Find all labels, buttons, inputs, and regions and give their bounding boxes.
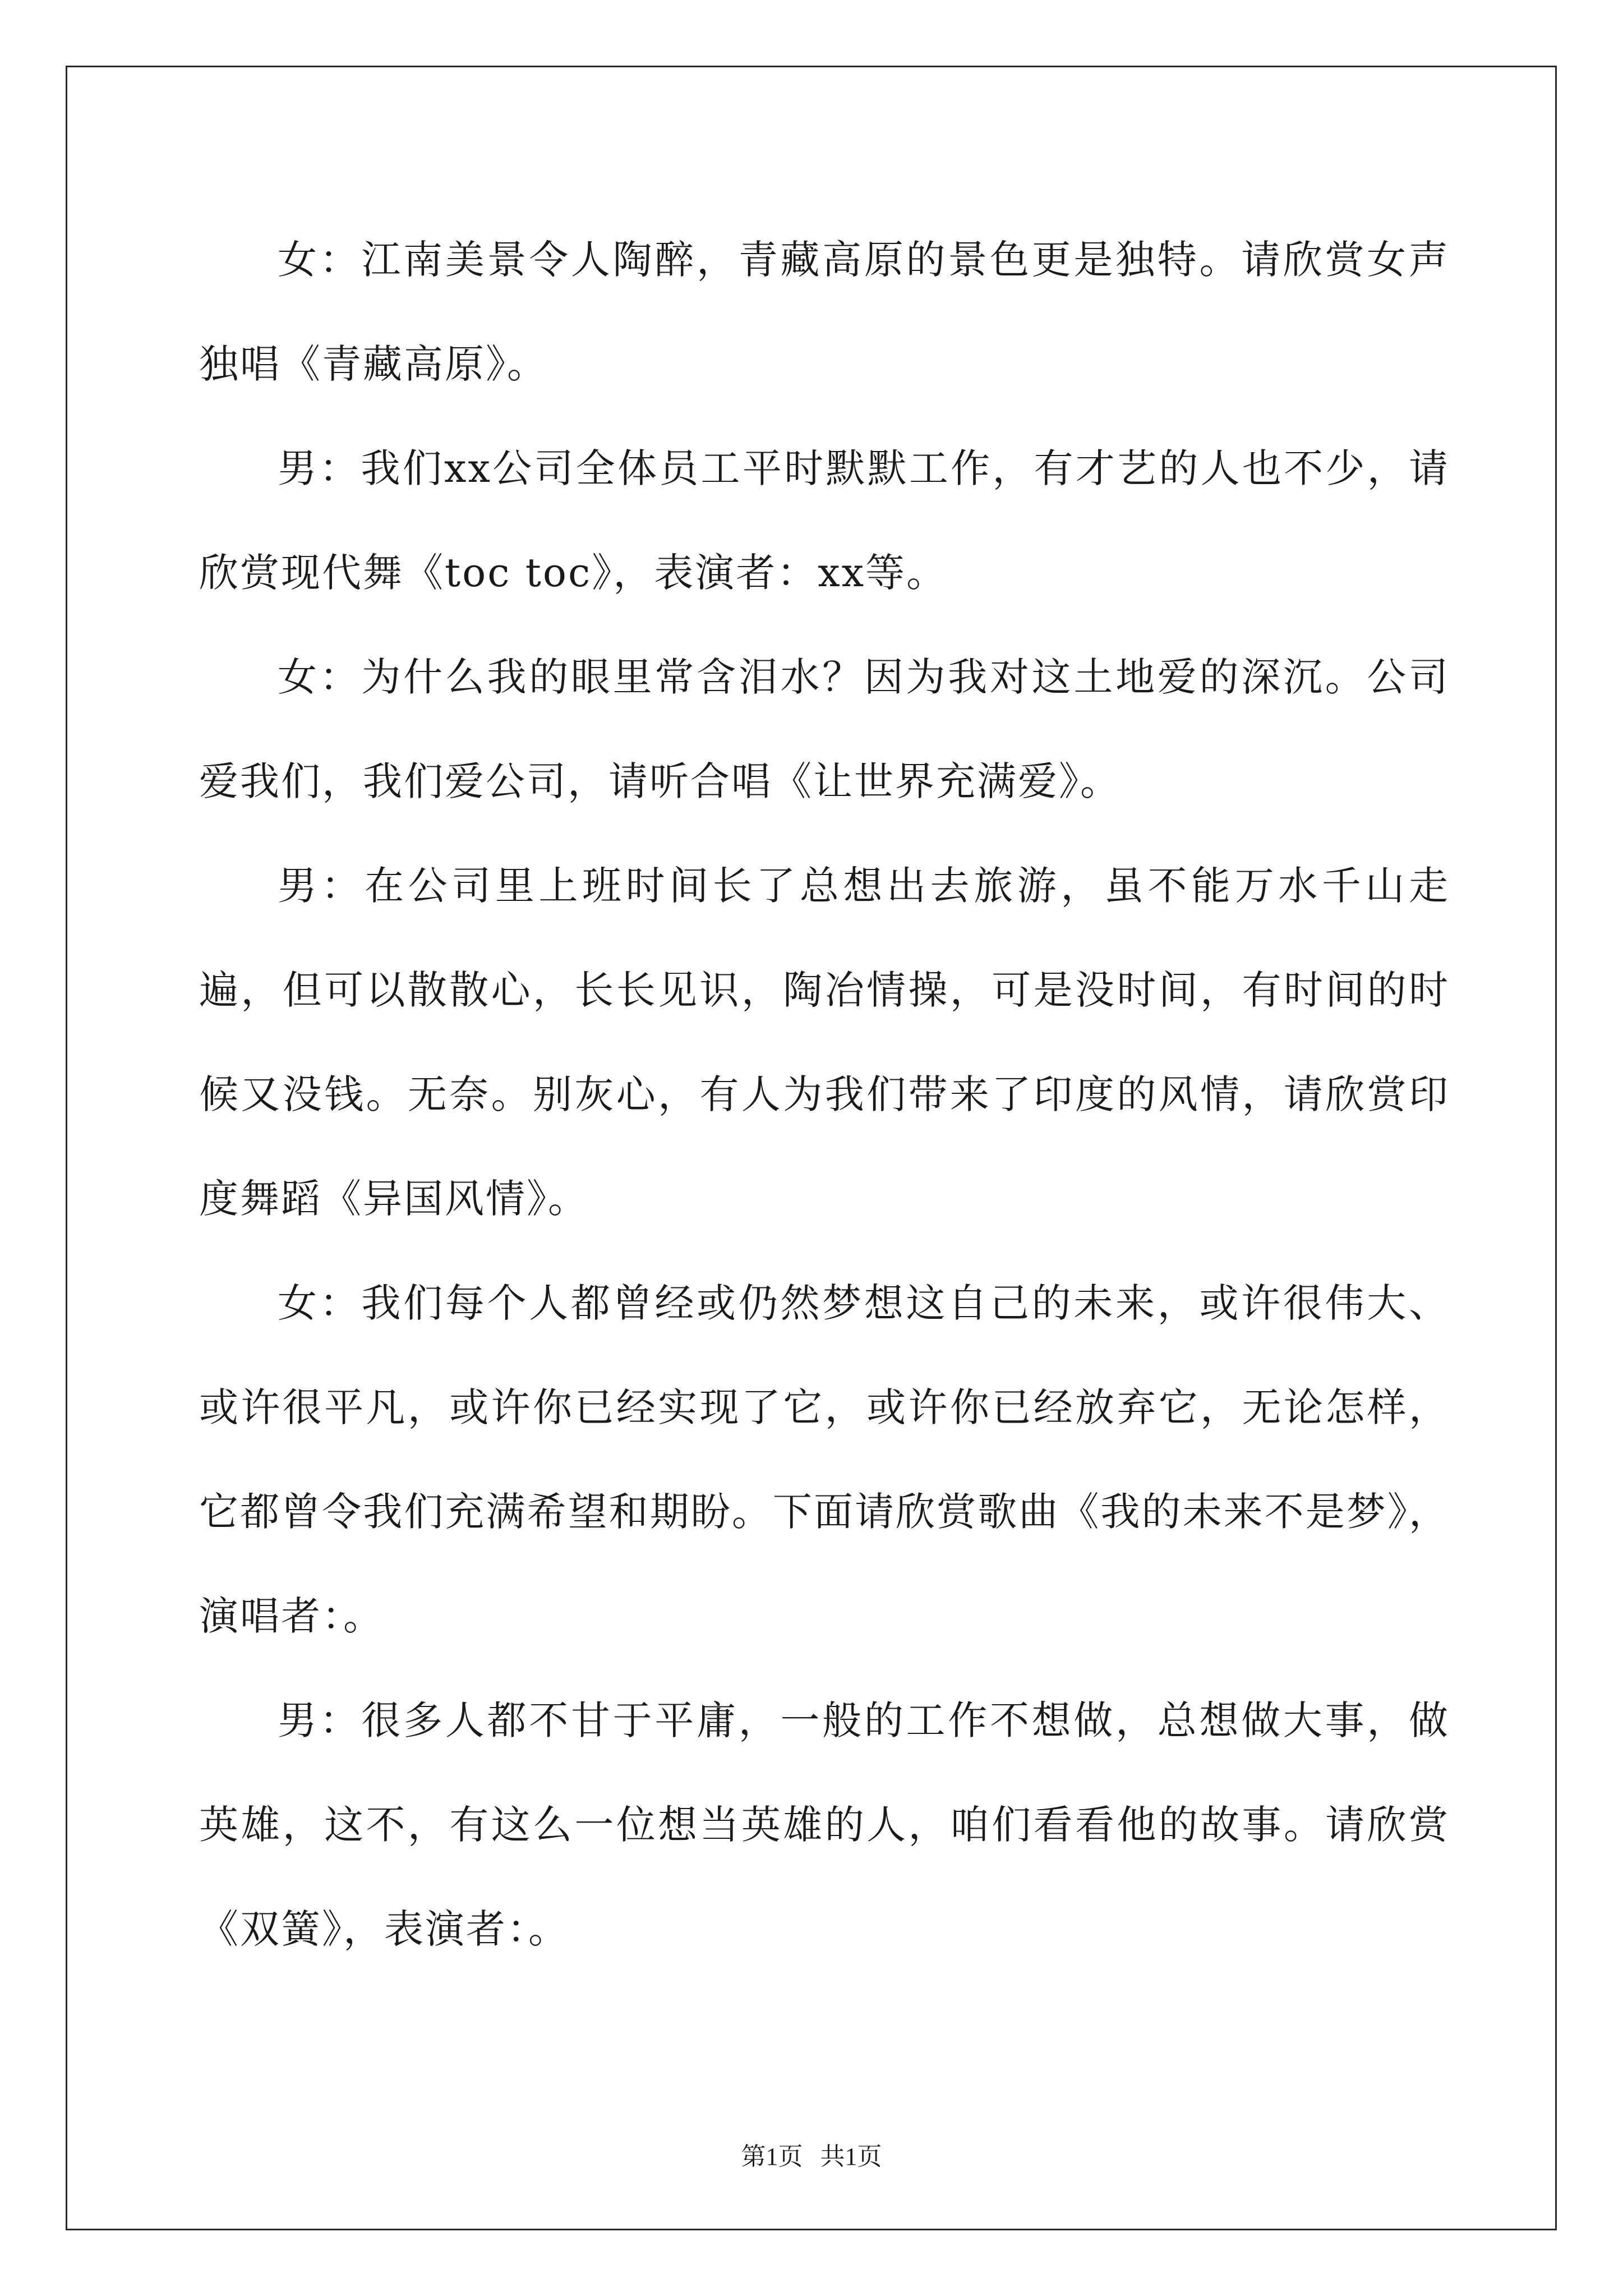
page-footer [0, 2136, 1623, 2172]
paragraph-male-2: 男：在公司里上班时间长了总想出去旅游，虽不能万水千山走遍，但可以散散心，长长见识，陶冶情操，可是没时间，有时间的时候又没钱。无奈。别灰心，有人为我们带来了印度的风情，请欣赏印度舞蹈《异国风情》。 [199, 863, 1450, 1222]
paragraph-female-2: 女：为什么我的眼里常含泪水？因为我对这土地爱的深沉。公司爱我们，我们爱公司，请听合唱《让世界充满爱》。 [199, 654, 1450, 804]
page-number: 第1页 [741, 2143, 803, 2170]
paragraph-female-3: 女：我们每个人都曾经或仍然梦想这自己的未来，或许很伟大、或许很平凡，或许你已经实现了它，或许你已经放弃它，无论怎样，它都曾令我们充满希望和期盼。下面请欣赏歌曲《我的未来不是梦》，演唱者：。 [199, 1280, 1450, 1639]
paragraph-male-3: 男：很多人都不甘于平庸，一般的工作不想做，总想做大事，做英雄，这不，有这么一位想当英雄的人，咱们看看他的故事。请欣赏《双簧》，表演者：。 [199, 1697, 1450, 1952]
page-total: 共1页 [820, 2143, 882, 2170]
paragraph-female-1: 女：江南美景令人陶醉，青藏高原的景色更是独特。请欣赏女声独唱《青藏高原》。 [199, 237, 1450, 387]
paragraph-male-1: 男：我们xx公司全体员工平时默默工作，有才艺的人也不少，请欣赏现代舞《toc toc》，表演者：xx等。 [199, 445, 1450, 596]
document-body [199, 208, 1450, 1981]
